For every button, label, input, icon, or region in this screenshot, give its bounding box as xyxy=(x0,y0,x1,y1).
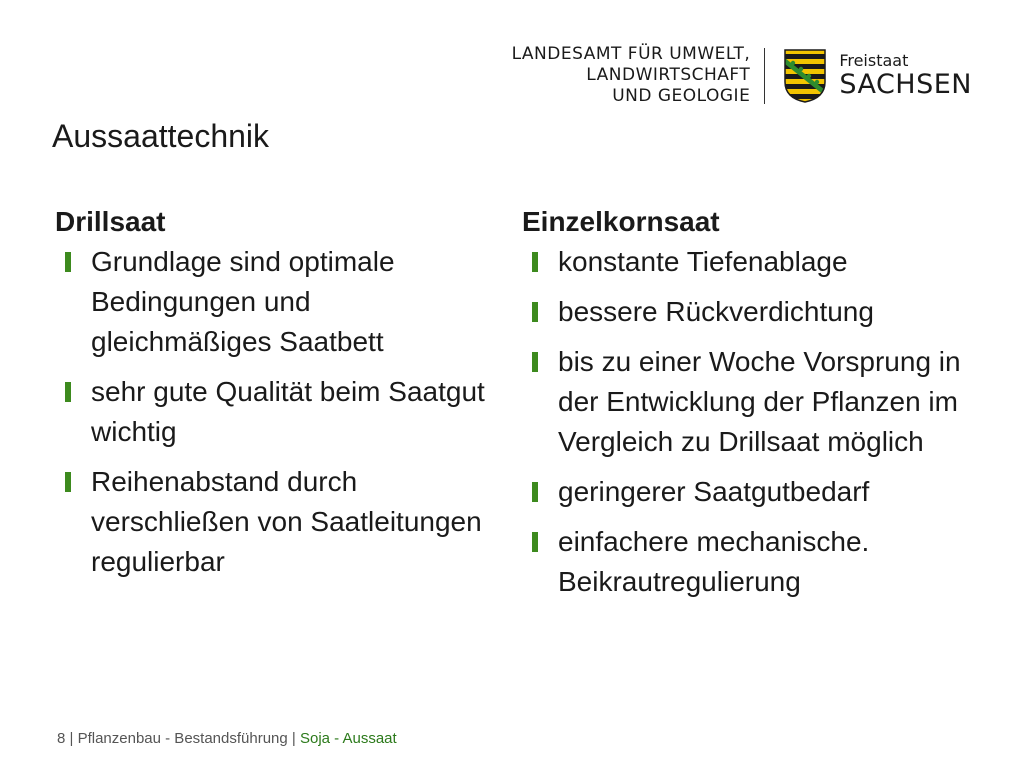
right-column xyxy=(522,206,962,612)
left-column xyxy=(55,206,495,592)
office-name xyxy=(512,44,751,107)
list-item-text: konstante Tiefenablage xyxy=(558,246,848,277)
left-column-heading: Drillsaat xyxy=(55,206,166,237)
list-item-text: geringerer Saatgutbedarf xyxy=(558,476,870,507)
bullet-marker-icon xyxy=(65,472,71,492)
header-logo xyxy=(512,44,972,107)
office-name-line-2: LANDWIRTSCHAFT xyxy=(586,65,751,85)
state-name-big: SACHSEN xyxy=(839,69,972,100)
list-item xyxy=(522,342,962,462)
footer-topic: Soja - Aussaat xyxy=(299,730,397,747)
bullet-marker-icon xyxy=(532,482,538,502)
list-item-text: Grundlage sind optimale Bedingungen und gleichmäßiges Saatbett xyxy=(91,246,395,357)
list-item xyxy=(55,462,495,582)
list-item-text: sehr gute Qualität beim Saatgut wichtig xyxy=(91,376,485,447)
coat-of-arms-icon xyxy=(783,48,827,104)
footer-section: Pflanzenbau - Bestandsführung xyxy=(77,730,288,747)
office-name-line-1: LANDESAMT FÜR UMWELT, xyxy=(511,44,751,64)
bullet-marker-icon xyxy=(532,302,538,322)
logo-divider xyxy=(764,48,765,104)
state-name xyxy=(839,53,972,98)
state-name-small: Freistaat xyxy=(839,51,909,70)
list-item-text: bessere Rückverdichtung xyxy=(558,296,874,327)
bullet-marker-icon xyxy=(532,532,538,552)
office-name-line-3: UND GEOLOGIE xyxy=(612,86,751,106)
footer-separator: | xyxy=(65,730,78,747)
bullet-marker-icon xyxy=(532,252,538,272)
left-bullet-list xyxy=(55,242,495,582)
bullet-marker-icon xyxy=(65,252,71,272)
right-bullet-list xyxy=(522,242,962,602)
bullet-marker-icon xyxy=(65,382,71,402)
page-title: Aussaattechnik xyxy=(52,118,270,154)
list-item xyxy=(55,372,495,452)
footer-separator: | xyxy=(287,730,300,747)
list-item xyxy=(522,472,962,512)
list-item xyxy=(55,242,495,362)
list-item xyxy=(522,292,962,332)
footer-page-number: 8 xyxy=(57,730,66,747)
bullet-marker-icon xyxy=(532,352,538,372)
list-item-text: bis zu einer Woche Vorsprung in der Entwicklung der Pflanzen im Vergleich zu Drillsaat möglich xyxy=(558,346,961,457)
list-item-text: einfachere mechanische. Beikrautregulierung xyxy=(558,526,870,597)
list-item xyxy=(522,522,962,602)
right-column-heading: Einzelkornsaat xyxy=(522,206,720,237)
list-item xyxy=(522,242,962,282)
footer xyxy=(57,730,397,747)
list-item-text: Reihenabstand durch verschließen von Saatleitungen regulierbar xyxy=(91,466,482,577)
